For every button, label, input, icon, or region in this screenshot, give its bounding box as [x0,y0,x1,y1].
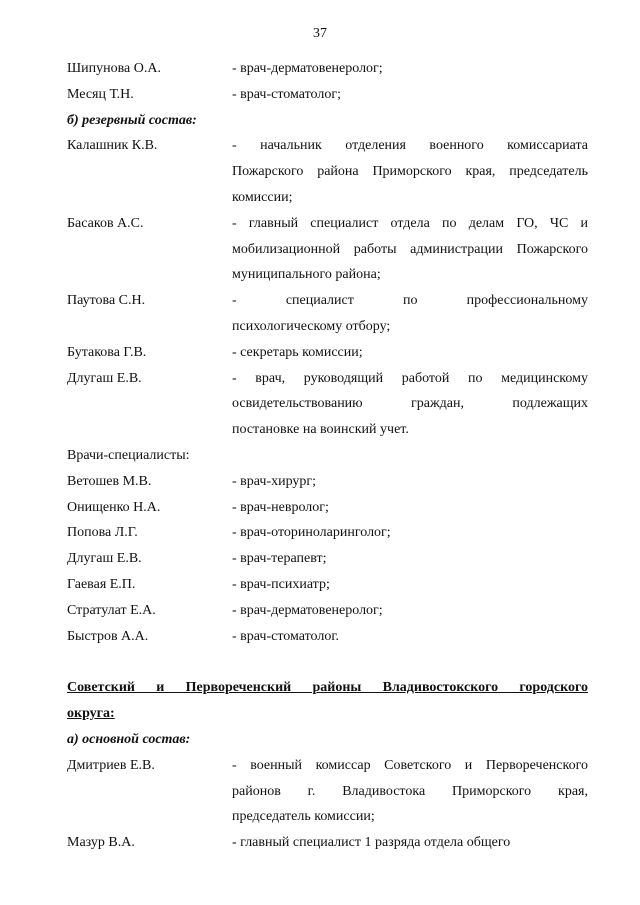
person-name: Быстров А.А. [67,628,149,644]
list-item [67,546,588,572]
person-role [232,495,588,521]
list-item [67,520,588,546]
role-line: - врач-дерматовенеролог; [232,61,383,76]
person-role [232,469,588,495]
person-name: Дмитриев Е.В. [67,757,155,773]
list-item [67,340,588,366]
person-name: Длугаш Е.В. [67,370,142,386]
list-item [67,82,588,108]
block4 [67,753,588,856]
role-line: - специалист по профессиональному [232,293,588,309]
person-name: Длугаш Е.В. [67,551,142,567]
section-title [67,675,588,727]
role-line: - врач-психиатр; [232,576,330,592]
person-name: Онищенко Н.А. [67,499,161,515]
person-role [232,753,588,830]
list-item [67,211,588,288]
person-name: Бутакова Г.В. [67,344,147,360]
page-number: 37 [313,26,327,41]
role-line: - начальник отделения военного комиссариата [232,138,588,154]
list-item [67,133,588,210]
list-item [67,624,588,650]
role-line: - врач, руководящий работой по медицинскому [232,370,588,386]
role-line: - главный специалист 1 разряда отдела общего [232,835,511,851]
person-role [232,82,588,108]
block1 [67,56,588,108]
person-role [232,624,588,650]
role-line: - секретарь комиссии; [232,344,363,360]
person-name: Попова Л.Г. [67,525,138,541]
role-line: - врач-стоматолог; [232,86,341,102]
role-line: - главный специалист отдела по делам ГО, ЧС и [232,215,588,231]
person-name: Мазур В.А. [67,835,135,851]
role-line: - врач-дерматовенеролог; [232,602,383,618]
role-line: психологическому отбору; [232,318,391,334]
person-name: Ветошев М.В. [67,473,152,489]
role-line: постановке на воинский учет. [232,422,409,438]
list-item [67,469,588,495]
person-name: Стратулат Е.А. [67,602,156,618]
person-name: Гаевая Е.П. [67,576,136,592]
person-role [232,598,588,624]
role-line: районов г. Владивостока Приморского края, [232,783,588,799]
person-role [232,830,588,856]
role-line: Пожарского района Приморского края, председатель [232,164,588,180]
spacer [67,649,588,675]
person-role [232,366,588,443]
role-line: - военный комиссар Советского и Первореченского [232,757,588,773]
section-title-line: округа: [67,706,115,722]
person-role [232,211,588,288]
person-role [232,520,588,546]
person-name: Месяц Т.Н. [67,86,134,102]
list-item [67,56,588,82]
reserve-heading: б) резервный состав: [67,112,197,128]
list-item [67,495,588,521]
role-line: муниципального района; [232,267,381,283]
person-name: Басаков А.С. [67,215,144,231]
role-line: комиссии; [232,189,293,205]
document-body [67,56,588,856]
block2 [67,133,588,443]
role-line: освидетельствованию граждан, подлежащих [232,396,588,412]
person-name: Паутова С.Н. [67,293,146,309]
list-item [67,598,588,624]
person-role [232,56,588,82]
person-name: Шипунова О.А. [67,61,161,76]
list-item [67,753,588,830]
section-title-line: Советский и Первореченский районы Владивостокского городского [67,680,588,696]
list-item [67,288,588,340]
role-line: - врач-стоматолог. [232,628,340,644]
doctors-label: Врачи-специалисты: [67,447,190,463]
role-line: - врач-хирург; [232,473,317,489]
block3 [67,469,588,650]
role-line: - врач-терапевт; [232,551,327,567]
person-role [232,133,588,210]
role-line: председатель комиссии; [232,809,375,825]
person-role [232,340,588,366]
person-role [232,572,588,598]
person-name: Калашник К.В. [67,138,158,154]
role-line: - врач-оториноларинголог; [232,525,391,541]
person-role [232,288,588,340]
list-item [67,572,588,598]
role-line: - врач-невролог; [232,499,329,515]
role-line: мобилизационной работы администрации Пожарского [232,241,588,257]
main-heading: а) основной состав: [67,731,191,747]
list-item [67,830,588,856]
person-role [232,546,588,572]
list-item [67,366,588,443]
